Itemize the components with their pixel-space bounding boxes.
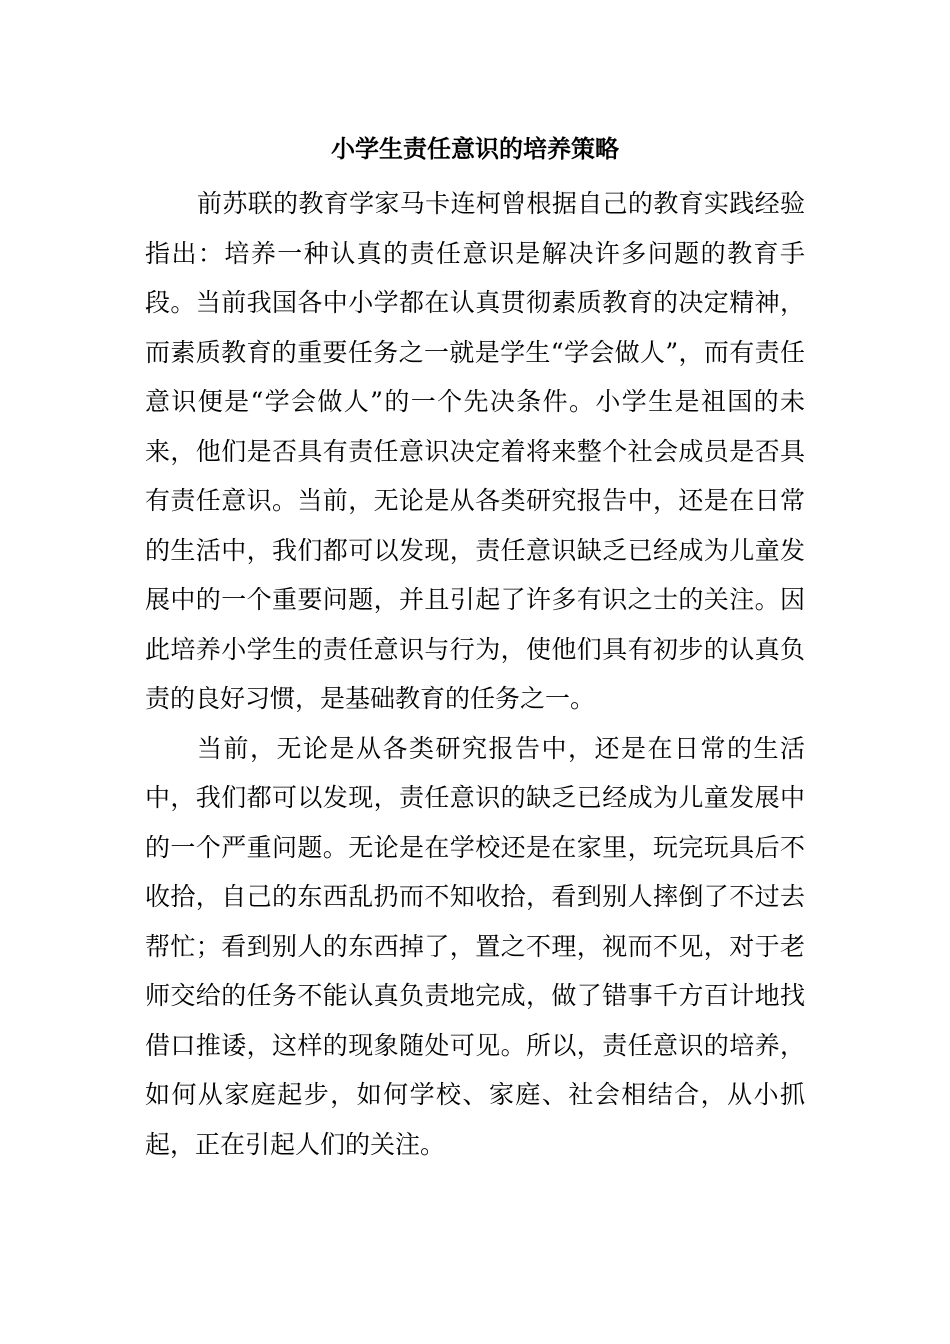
paragraph-2: 当前，无论是从各类研究报告中，还是在日常的生活中，我们都可以发现，责任意识的缺乏已经成为儿童发展中的一个严重问题。无论是在学校还是在家里，玩完玩具后不收拾，自己的东西乱扔而不知收拾，看到别人摔倒了不过去帮忙；看到别人的东西掉了，置之不理，视而不见，对于老师交给的任务不能认真负责地完成，做了错事千方百计地找借口推诿，这样的现象随处可见。所以，责任意识的培养，如何从家庭起步，如何学校、家庭、社会相结合，从小抓起，正在引起人们的关注。 [145,733,805,1159]
paragraph-1: 前苏联的教育学家马卡连柯曾根据自己的教育实践经验指出：培养一种认真的责任意识是解决许多问题的教育手段。当前我国各中小学都在认真贯彻素质教育的决定精神，而素质教育的重要任务之一就是学生“学会做人”，而有责任意识便是“学会做人”的一个先决条件。小学生是祖国的未来，他们是否具有责任意识决定着将来整个社会成员是否具有责任意识。当前，无论是从各类研究报告中，还是在日常的生活中，我们都可以发现，责任意识缺乏已经成为儿童发展中的一个重要问题，并且引起了许多有识之士的关注。因此培养小学生的责任意识与行为，使他们具有初步的认真负责的良好习惯，是基础教育的任务之一。 [145,189,805,713]
document-title: 小学生责任意识的培养策略 [331,134,619,163]
document-body [145,179,805,1169]
